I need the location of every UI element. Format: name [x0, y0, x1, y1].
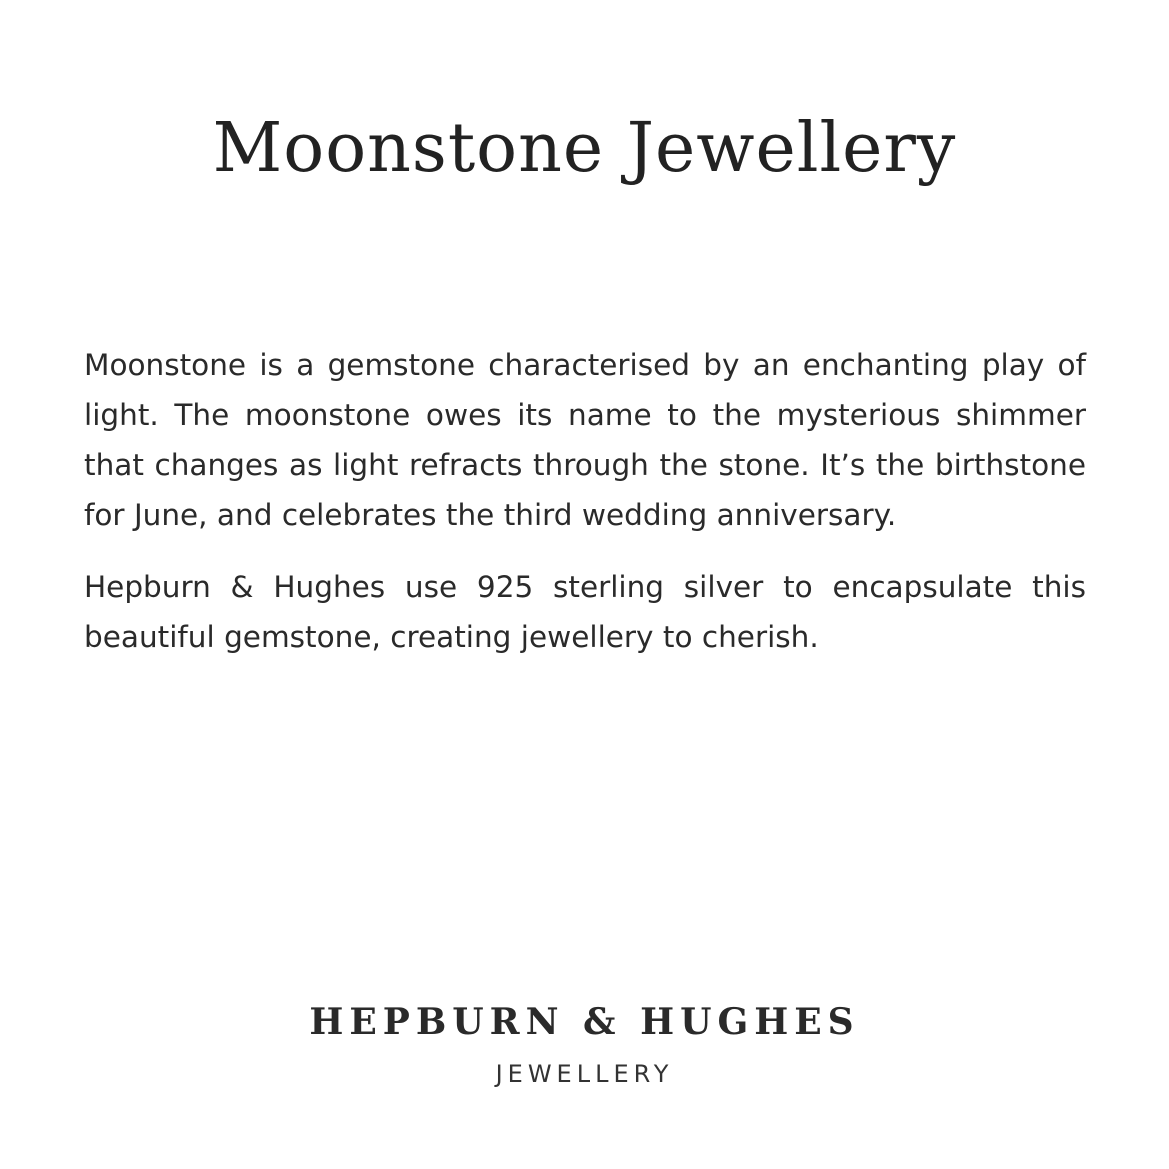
- description-paragraph: Hepburn & Hughes use 925 sterling silver to encapsulate this beautiful gemstone, creating jewellery to cherish.: [84, 570, 1086, 654]
- description: [84, 340, 1086, 684]
- description-paragraph: Moonstone is a gemstone characterised by an enchanting play of light. The moonstone owes its name to the mysterious shimmer that changes as light refracts through the stone. It’s the birthstone for June, and celebrates the third wedding anniversary.: [84, 348, 1086, 532]
- brand-name: HEPBURN & HUGHES: [309, 1001, 860, 1043]
- brand-subtitle: JEWELLERY: [495, 1060, 674, 1088]
- brand-logo: [0, 997, 1169, 1089]
- page-title: Moonstone Jewellery: [212, 109, 957, 188]
